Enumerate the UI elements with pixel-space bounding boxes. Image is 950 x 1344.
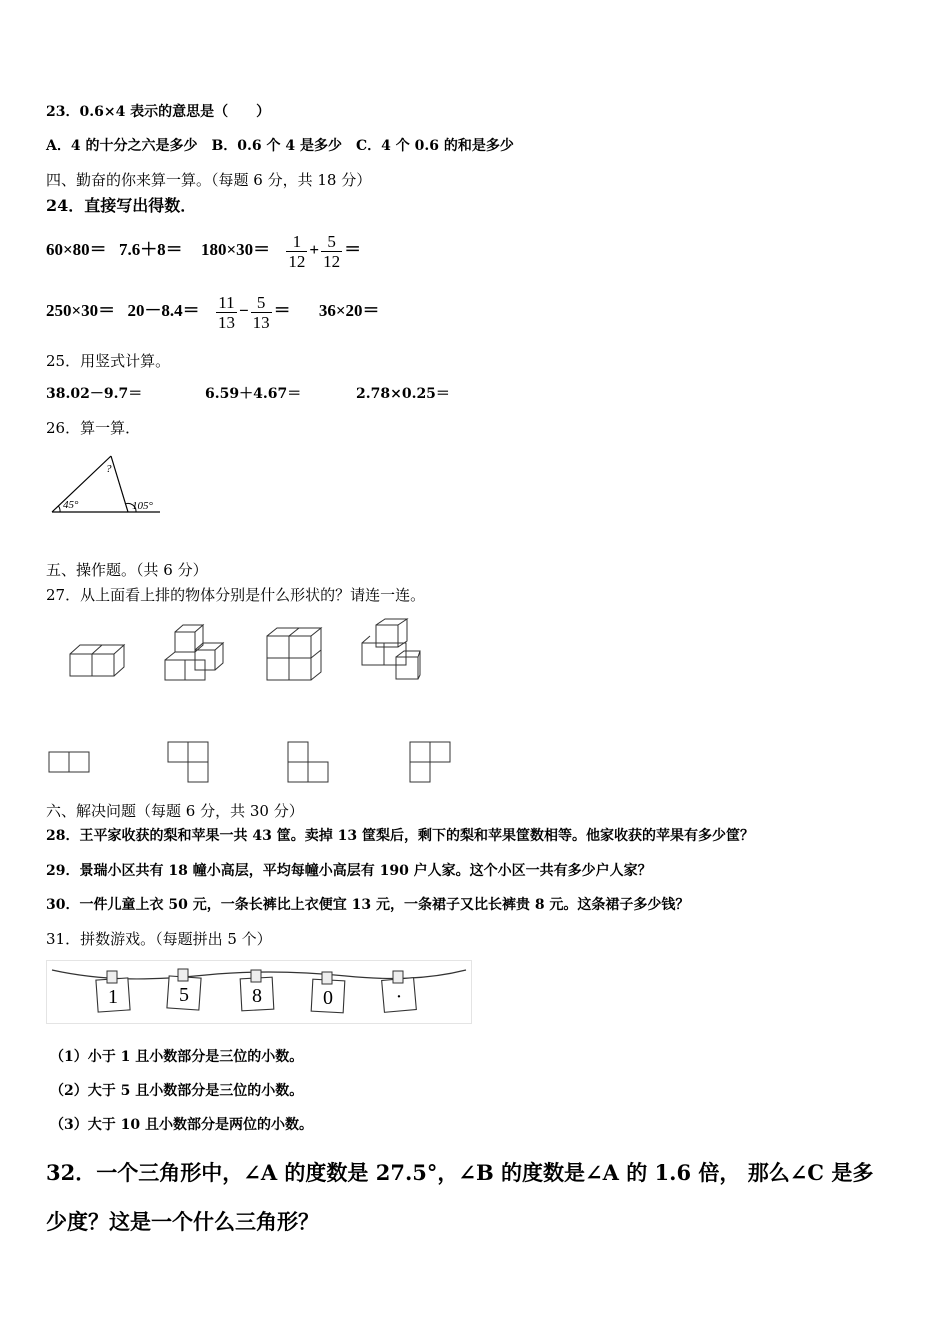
card-label-8: 8 [252,985,262,1007]
q23-stem: 23．0.6×4 表示的意思是（ ） [46,104,271,120]
cube-object-1 [68,640,124,682]
angle-105-label: 105° [132,500,153,512]
card-label-5: 5 [179,984,189,1006]
minus-sign: − [238,301,249,320]
cube-object-3 [265,626,323,682]
q32-line-1: 32．一个三角形中，∠A 的度数是 27.5°，∠B 的度数是∠A 的 1.6 倍， 那么∠C 是多 [46,1160,874,1185]
angle-45-label: 45° [63,499,79,511]
fraction-1-12: $\frac{1}{12}$ [288,231,306,271]
q23-options: A．4 的十分之六是多少 B．0.6 个 4 是多少 C．4 个 0.6 的和是多少 [46,138,514,154]
q25-item-3: 2.78×0.25＝ [356,386,450,402]
plus-sign: + [309,240,320,259]
q24-r1-b: 7.6＋8＝ [118,240,183,259]
q31-part-3: （3）大于 10 且小数部分是两位的小数。 [50,1117,313,1133]
q24-r1-c: 180×30＝ [200,240,271,259]
q24-r2-b: 20－8.4＝ [127,301,200,320]
q25-stem: 25．用竖式计算。 [46,352,171,370]
top-view-shape-3 [286,740,330,784]
q25-item-2: 6.59＋4.67＝ [205,386,302,402]
q24-r2-a: 250×30＝ [46,301,116,320]
fraction-11-13: $\frac{11}{13}$ [217,292,235,332]
top-view-shape-2 [166,740,210,784]
number-cards-illustration [46,960,472,1024]
q31-stem: 31．拼数游戏。（每题拼出 5 个） [46,930,272,948]
top-view-shape-1 [47,750,91,774]
cube-object-4 [358,617,424,683]
unknown-angle-label: ? [106,463,112,475]
q31-part-1: （1）小于 1 且小数部分是三位的小数。 [50,1049,304,1065]
equals-sign: ＝ [273,301,291,320]
q29-text: 29．景瑞小区共有 18 幢小高层，平均每幢小高层有 190 户人家。这个小区一共有多少户人家？ [46,863,652,879]
q25-item-1: 38.02－9.7＝ [46,386,143,402]
card-label-0: 0 [323,987,333,1009]
q24-stem: 24．直接写出得数． [46,196,197,215]
q24-row1 [46,226,361,274]
q26-stem: 26．算一算． [46,419,141,437]
q30-text: 30．一件儿童上衣 50 元，一条长裤比上衣便宜 13 元，一条裙子又比长裤贵 8 元。这条裙子多少钱？ [46,897,690,913]
q27-stem: 27．从上面看上排的物体分别是什么形状的？请连一连。 [46,586,426,604]
section6-title: 六、解决问题（每题 6 分，共 30 分） [46,802,304,820]
q31-part-2: （2）大于 5 且小数部分是三位的小数。 [50,1083,304,1099]
fraction-5-13: $\frac{5}{13}$ [252,292,270,332]
fraction-5-12: $\frac{5}{12}$ [323,231,341,271]
equals-sign: ＝ [344,240,362,259]
card-label-1: 1 [108,986,118,1008]
q24-r1-a: 60×80＝ [46,240,107,259]
section4-title: 四、勤奋的你来算一算。（每题 6 分，共 18 分） [46,171,372,189]
q24-r2-d: 36×20＝ [318,301,380,320]
q28-text: 28．王平家收获的梨和苹果一共 43 筐。卖掉 13 筐梨后，剩下的梨和苹果筐数相等。他家收获的苹果有多少筐？ [46,828,754,844]
q24-row2 [46,287,380,335]
cube-object-2 [163,622,225,684]
card-label-dot: · [395,986,403,1008]
triangle-figure [48,452,168,518]
q32-line-2: 少度？这是一个什么三角形？ [46,1209,319,1234]
section5-title: 五、操作题。（共 6 分） [46,561,208,579]
top-view-shape-4 [408,740,452,784]
